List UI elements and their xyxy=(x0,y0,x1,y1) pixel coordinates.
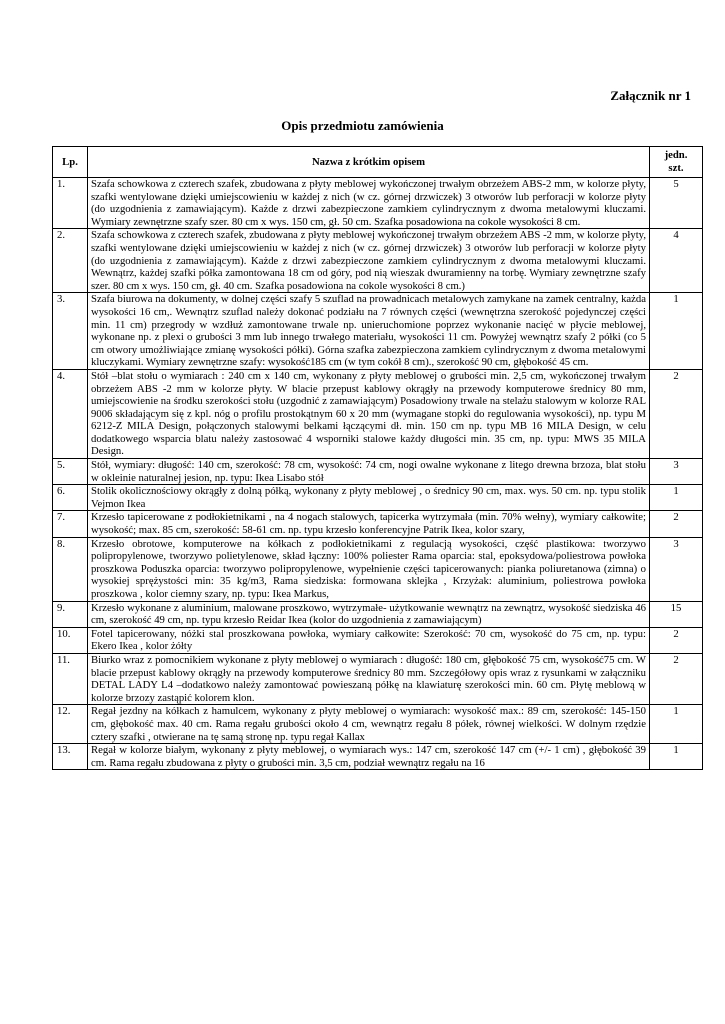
row-quantity: 1 xyxy=(650,485,703,511)
row-lp: 9. xyxy=(53,601,88,627)
row-description: Stół –blat stołu o wymiarach : 240 cm x 140 cm, wykonany z płyty meblowej o grubości min. 2,5 cm, wykończonej trwałym obrzeżem ABS -2 mm w kolorze płyty. W blacie przepust kablowy okrągły na przewody komputerowe średnicy 80 mm, umiejscowienie na środku szerokości stołu (uzgodnić z zamawiającym) Posadowiony trwale na stelażu stalowym w kolorze RAL 9006 składającym się z kpl. nóg o profilu prostokątnym 60 x 20 mm (wymagane stopki do regulowania wysokości), np. typu M 6212-Z MILA Design, połączonych stalowymi belkami łączącymi dł. min. 150 cm np. typu MB 16 MILA Design, w celu dodatkowego wsparcia blatu należy zastosować 4 wsporniki stalowe każdy długości min. 35 cm, np. typu: MWS 35 MILA Design. xyxy=(88,369,650,458)
header-lp: Lp. xyxy=(53,147,88,178)
header-name: Nazwa z krótkim opisem xyxy=(88,147,650,178)
row-quantity: 2 xyxy=(650,627,703,653)
row-quantity: 1 xyxy=(650,293,703,370)
header-qty-line1: jedn. xyxy=(664,149,688,161)
row-description: Krzesło obrotowe, komputerowe na kółkach z podłokietnikami z regulacją wysokości, część plastikowa: tworzywo polipropylenowe, tworzywo polietylenowe, skład łączny: 100% poliester Rama oparcia: stal, epoksydowa/poliestrowa powłoka proszkowa Poduszka oparcia: tworzywo polipropylenowe, wypełnienie części tapicerowanych: pianka poliuretanowa (zimna) o wysokiej sprężystości min: 35 kg/m3, Rama siedziska: formowana sklejka , Krzyżak: aluminium, poliestrowa powłoka proszkowa , kolor ciemny szary, np. typu: Ikea Markus, xyxy=(88,537,650,601)
row-lp: 1. xyxy=(53,178,88,229)
row-quantity: 2 xyxy=(650,511,703,537)
row-quantity: 3 xyxy=(650,459,703,485)
table-row xyxy=(53,705,703,744)
table-row xyxy=(53,369,703,458)
table-header-row xyxy=(53,147,703,178)
order-items-table xyxy=(52,146,703,770)
row-lp: 12. xyxy=(53,705,88,744)
table-row xyxy=(53,229,703,293)
row-quantity: 5 xyxy=(650,178,703,229)
row-description: Fotel tapicerowany, nóżki stal proszkowana powłoka, wymiary całkowite: Szerokość: 70 cm, wysokość do 75 cm, np. typu: Ekero Ikea , kolor żółty xyxy=(88,627,650,653)
table-row xyxy=(53,744,703,770)
row-quantity: 1 xyxy=(650,744,703,770)
row-lp: 5. xyxy=(53,459,88,485)
row-description: Stolik okolicznościowy okrągły z dolną półką, wykonany z płyty meblowej , o średnicy 90 cm, max. wys. 50 cm. np. typu stolik Vejmon Ikea xyxy=(88,485,650,511)
document-title: Opis przedmiotu zamówienia xyxy=(281,118,444,133)
row-description: Szafa biurowa na dokumenty, w dolnej części szafy 5 szuflad na prowadnicach metalowych zamykane na zamek centralny, każda wysokości 16 cm,. Wewnątrz szuflad należy dokonać podziału na 7 równych części (wewnętrzna szerokość pojedynczej części min. 11 cm) przegrody w wzdłuż zamontowane trwale np. unieruchomione poprzez wykonanie nacięć w płycie meblowej, wykonane np. z plexi o grubości 3 mm lub innego trwałego materiału, wysokości 11 cm. Powyżej wewnątrz szafy 2 półki (co 5 cm otwory umożliwiające zmianę wysokości półki). Górna szafka zabezpieczona zamkiem cylindrycznym z dwoma metalowymi kluczykami. Wymiary zewnętrzne szafy: wysokość185 cm (w tym cokół 8 cm)., szerokość 90 cm, głębokość 45 cm. xyxy=(88,293,650,370)
row-quantity: 15 xyxy=(650,601,703,627)
row-lp: 8. xyxy=(53,537,88,601)
row-lp: 6. xyxy=(53,485,88,511)
row-description: Biurko wraz z pomocnikiem wykonane z płyty meblowej o wymiarach : długość: 180 cm, głębokość 75 cm, wysokość75 cm. W blacie przepust kablowy okrągły na przewody komputerowe średnicy 80 mm. Szczegółowy opis wraz z rysunkami w załączniku DETAL LADY L4 –dodatkowo należy zamontować powieszaną półkę na klawiaturę szerokości min. 60 cm. Płytę meblową w kolorze brzozy zastąpić kolorem klon. xyxy=(88,653,650,704)
table-row xyxy=(53,293,703,370)
table-row xyxy=(53,627,703,653)
table-row xyxy=(53,511,703,537)
table-row xyxy=(53,601,703,627)
row-description: Regał w kolorze białym, wykonany z płyty meblowej, o wymiarach wys.: 147 cm, szerokość 147 cm (+/- 1 cm) , głębokość 39 cm. Rama regału zbudowana z płyty o grubości min. 3,5 cm, podział wewnątrz regału na 16 xyxy=(88,744,650,770)
row-description: Szafa schowkowa z czterech szafek, zbudowana z płyty meblowej wykończonej trwałym obrzeżem ABS -2 mm, w kolorze płyty, szafki wentylowane dzięki umiejscowieniu w każdej z nich (w cz. górnej drzwiczek) 3 otworów lub perforacji w kolorze płyty (do uzgodnienia z zamawiającym). Każde z drzwi zabezpieczone zamkiem cylindrycznym z dwoma metalowymi kluczami. Wewnątrz, każdej szafki półka zamontowana 18 cm od góry, pod nią wieszak dwuramienny na torbę. Wymiary zewnętrzne szafy szer. 80 cm x wys. 150 cm, gł. 40 cm. Szafka posadowiona na cokole wysokości 8 cm.) xyxy=(88,229,650,293)
row-lp: 3. xyxy=(53,293,88,370)
table-row xyxy=(53,485,703,511)
row-lp: 2. xyxy=(53,229,88,293)
header-qty xyxy=(650,147,703,178)
row-quantity: 4 xyxy=(650,229,703,293)
row-description: Krzesło tapicerowane z podłokietnikami , na 4 nogach stalowych, tapicerka wytrzymała (min. 70% wełny), wymiary całkowite; wysokość; max. 85 cm, szerokość: 58-61 cm. np. typu krzesło konferencyjne Patrik Ikea, kolor szary, xyxy=(88,511,650,537)
annex-label: Załącznik nr 1 xyxy=(610,88,691,103)
row-lp: 4. xyxy=(53,369,88,458)
row-quantity: 1 xyxy=(650,705,703,744)
row-quantity: 2 xyxy=(650,653,703,704)
row-lp: 7. xyxy=(53,511,88,537)
row-lp: 13. xyxy=(53,744,88,770)
table-body xyxy=(53,178,703,770)
row-description: Szafa schowkowa z czterech szafek, zbudowana z płyty meblowej wykończonej trwałym obrzeżem ABS-2 mm, w kolorze płyty, szafki wentylowane dzięki umiejscowieniu w każdej z nich (w cz. górnej drzwiczek) 3 otworów lub perforacji w kolorze płyty (do uzgodnienia z zamawiającym). Każde z drzwi zabezpieczone zamkiem cylindrycznym z dwoma metalowymi kluczami. Wymiary zewnętrzne szafy szer. 80 cm x wys. 150 cm, gł. 50 cm. Szafka posadowiona na cokole wysokości 8 cm. xyxy=(88,178,650,229)
table-row xyxy=(53,537,703,601)
table-row xyxy=(53,653,703,704)
row-description: Regał jezdny na kółkach z hamulcem, wykonany z płyty meblowej o wymiarach: wysokość max.: 89 cm, szerokość: 145-150 cm, głębokość max. 40 cm. Rama regału grubości około 4 cm, wewnątrz regału 8 półek, równej wielkości. W dolnym rzędzie cztery szafki , otwierane na tę samą stronę np. typu regał Kallax xyxy=(88,705,650,744)
row-description: Krzesło wykonane z aluminium, malowane proszkowo, wytrzymałe- użytkowanie wewnątrz na zewnątrz, wysokość siedziska 46 cm, szerokość 49 cm, np. typu krzesło Reidar Ikea (kolor do uzgodnienia z zamawiającym) xyxy=(88,601,650,627)
row-quantity: 3 xyxy=(650,537,703,601)
row-description: Stół, wymiary: długość: 140 cm, szerokość: 78 cm, wysokość: 74 cm, nogi owalne wykonane z litego drewna brzoza, blat stołu w okleinie naturalnej jesion, np. typu: Ikea Lisabo stół xyxy=(88,459,650,485)
table-row xyxy=(53,459,703,485)
row-lp: 10. xyxy=(53,627,88,653)
table-row xyxy=(53,178,703,229)
row-lp: 11. xyxy=(53,653,88,704)
row-quantity: 2 xyxy=(650,369,703,458)
header-qty-line2: szt. xyxy=(668,162,684,174)
